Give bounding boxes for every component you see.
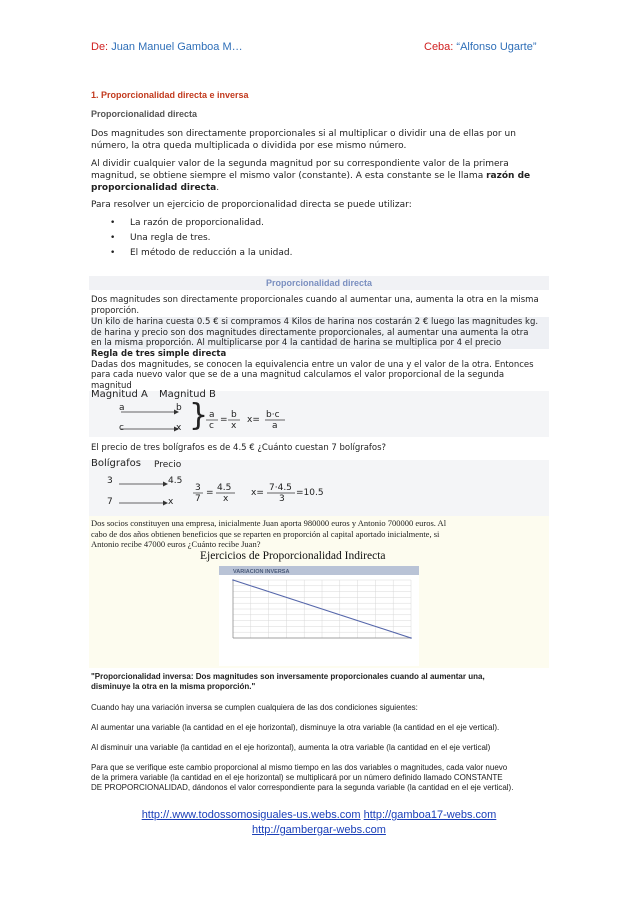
definition-line: "Proporcionalidad inversa: Dos magnitudes son inversamente proporcionales cuando al aumentar una, bbox=[91, 672, 485, 681]
inverse-condition-2: Al disminuir una variable (la cantidad en el eje horizontal), aumenta la otra variable (la cantidad en el eje vertical) bbox=[91, 743, 491, 752]
x-equals: x= bbox=[251, 488, 264, 498]
formula-rule-of-three bbox=[89, 391, 549, 437]
box-heading: Proporcionalidad directa bbox=[89, 276, 549, 290]
series-point bbox=[410, 637, 412, 639]
chart-background bbox=[219, 566, 419, 666]
footer-links-2 bbox=[0, 823, 638, 838]
bullet-dot: • bbox=[110, 218, 116, 228]
paragraph-line: número, la otra queda multiplicada o dividida por ese mismo número. bbox=[91, 141, 407, 151]
problem-line: cabo de dos años obtienen beneficios que se reparten en proporción al capital aportado inicialmente, si bbox=[91, 528, 440, 539]
inverse-definition bbox=[91, 672, 547, 692]
result-value: =10.5 bbox=[296, 488, 324, 498]
value-price-1: 4.5 bbox=[168, 476, 183, 486]
paragraph-line bbox=[91, 170, 531, 182]
magnitude-a-label: Magnitud A bbox=[91, 389, 148, 400]
inverse-variation-chart bbox=[219, 566, 419, 666]
problem-line: Antonio recibe 47000 euros ¿Cuánto recibe Juan? bbox=[91, 539, 261, 549]
section-title: 1. Proporcionalidad directa e inversa bbox=[91, 90, 249, 100]
author-name: Juan Manuel Gamboa M… bbox=[111, 41, 243, 53]
author-label: De: bbox=[91, 41, 109, 53]
footer-links bbox=[0, 808, 638, 823]
school-header bbox=[424, 41, 537, 53]
box-line: de harina y precio son dos magnitudes directamente proporcionales, al aumentar una aumenta la otra bbox=[91, 327, 529, 338]
inverse-condition-1: Al aumentar una variable (la cantidad en el eje horizontal), disminuye la otra variable (la cantidad en el eje vertical). bbox=[91, 723, 500, 732]
series-point bbox=[232, 579, 234, 581]
partners-problem bbox=[91, 518, 549, 550]
box-line: en la misma proporción. Al multiplicarse por 4 la cantidad de harina se multiplica por 4 el precio bbox=[91, 338, 502, 348]
frac-num: a bbox=[209, 410, 215, 420]
constant-line: Para que se verifique este cambio proporcional al mismo tiempo en las dos variables o magnitudes, cada valor nuevo bbox=[91, 763, 508, 772]
brace-symbol: } bbox=[189, 398, 209, 433]
paragraph-line bbox=[91, 182, 531, 194]
inverse-constant bbox=[91, 763, 547, 793]
bullet-dot: • bbox=[110, 233, 116, 243]
bullet-item: Una regla de tres. bbox=[130, 233, 211, 243]
rule-of-three bbox=[91, 349, 549, 391]
box-line: Un kilo de harina cuesta 0.5 € si compramos 4 Kilos de harina nos costarán 2 € luego las magnitudes kg. bbox=[91, 317, 539, 327]
exercise-title: Ejercicios de Proporcionalidad Indirecta bbox=[200, 550, 386, 562]
box-line: Dos magnitudes son directamente proporcionales cuando al aumentar una, aumenta la otra en la misma bbox=[91, 295, 539, 305]
var-b: b bbox=[176, 403, 182, 413]
author-header bbox=[91, 41, 243, 53]
frac-den: 3 bbox=[279, 494, 285, 504]
frac-den: a bbox=[272, 421, 278, 431]
box-definition bbox=[91, 295, 549, 316]
problem-line: Dos socios constituyen una empresa, inicialmente Juan aporta 980000 euros y Antonio 700000 euros. Al bbox=[91, 518, 447, 528]
frac-den: x bbox=[231, 421, 237, 431]
school-label: Ceba: bbox=[424, 41, 454, 53]
x-equals: x= bbox=[247, 415, 260, 425]
box-line: proporción. bbox=[91, 305, 140, 316]
footer-link-1[interactable]: http://.www.todossomosiguales-us.webs.com bbox=[141, 809, 361, 821]
box-line: Dadas dos magnitudes, se conocen la equivalencia entre un valor de una y el valor de la otra. Entonces bbox=[91, 359, 534, 370]
frac-den: x bbox=[223, 494, 229, 504]
magnitude-b-label: Magnitud B bbox=[159, 389, 216, 400]
paragraph-constant bbox=[91, 158, 531, 194]
value-pens-2: 7 bbox=[107, 497, 113, 507]
footer-link-3[interactable]: http://gambergar-webs.com bbox=[252, 824, 386, 836]
bullet-item: El método de reducción a la unidad. bbox=[130, 248, 293, 258]
equals-sign: = bbox=[206, 488, 214, 498]
frac-den: 7 bbox=[195, 494, 201, 504]
school-name: “Alfonso Ugarte” bbox=[456, 41, 537, 53]
bold-term: proporcionalidad directa bbox=[91, 183, 217, 193]
box-line: para cada nuevo valor que se de a una magnitud calculamos el valor proporcional de la segunda bbox=[91, 370, 505, 380]
var-a: a bbox=[119, 403, 125, 413]
pens-column-label: Bolígrafos bbox=[91, 458, 141, 469]
equals-sign: = bbox=[220, 415, 228, 425]
frac-num: 4.5 bbox=[217, 483, 232, 493]
rule-title: Regla de tres simple directa bbox=[91, 349, 227, 359]
footer-link-2[interactable]: http://gamboa17-webs.com bbox=[363, 809, 497, 821]
paragraph-text: magnitud, se obtiene siempre el mismo valor (constante). A esta constante se le llama bbox=[91, 171, 484, 181]
bold-term: razón de bbox=[486, 171, 531, 181]
chart-title: VARIACION INVERSA bbox=[233, 569, 290, 575]
var-x: x bbox=[176, 423, 182, 433]
paragraph-definition bbox=[91, 128, 531, 152]
bullet-item: La razón de proporcionalidad. bbox=[130, 218, 264, 228]
frac-num: 7·4.5 bbox=[269, 483, 292, 493]
value-pens-1: 3 bbox=[107, 476, 113, 486]
formula-graphic bbox=[89, 391, 549, 437]
constant-line: de la primera variable (la cantidad en el eje horizontal) se multiplicará por un número definido llamado CONSTANTE bbox=[91, 773, 503, 782]
inverse-conditions: Cuando hay una variación inversa se cumplen cualquiera de las dos condiciones siguientes: bbox=[91, 703, 418, 712]
price-column-label: Precio bbox=[154, 460, 182, 470]
frac-num: b·c bbox=[266, 410, 280, 420]
box-line: magnitud bbox=[91, 380, 132, 391]
box-example bbox=[91, 317, 549, 349]
formula-pens bbox=[89, 460, 549, 516]
section-subtitle: Proporcionalidad directa bbox=[91, 109, 198, 119]
pens-question: El precio de tres bolígrafos es de 4.5 € ¿Cuánto cuestan 7 bolígrafos? bbox=[91, 443, 387, 453]
frac-den: c bbox=[209, 421, 214, 431]
definition-line: disminuye la otra en la misma proporción." bbox=[91, 682, 256, 691]
value-price-2: x bbox=[168, 497, 174, 507]
var-c: c bbox=[119, 423, 124, 433]
constant-line: DE PROPORCIONALIDAD, dándonos el valor correspondiente para la segunda variable (la cantidad en el eje vertical). bbox=[91, 783, 514, 792]
paragraph-line: Al dividir cualquier valor de la segunda magnitud por su correspondiente valor de la primera bbox=[91, 159, 509, 169]
paragraph-line: Dos magnitudes son directamente proporcionales si al multiplicar o dividir una de ellas por un bbox=[91, 129, 516, 139]
bullet-dot: • bbox=[110, 248, 116, 258]
frac-num: b bbox=[231, 410, 237, 420]
paragraph-methods: Para resolver un ejercicio de proporcionalidad directa se puede utilizar: bbox=[91, 200, 412, 210]
frac-num: 3 bbox=[195, 483, 201, 493]
paragraph-text: . bbox=[216, 183, 220, 193]
